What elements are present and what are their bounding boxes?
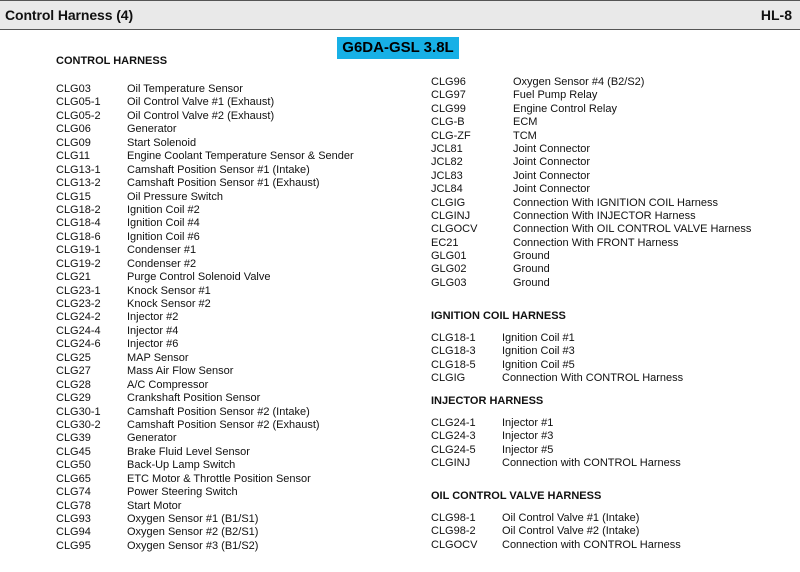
connector-code: CLG96 (431, 76, 466, 88)
connector-description: Camshaft Position Sensor #1 (Intake) (127, 163, 310, 176)
connector-row (56, 204, 416, 217)
connector-description: Ignition Coil #6 (127, 230, 200, 243)
connector-code: GLG02 (431, 263, 467, 276)
connector-row (56, 486, 416, 499)
connector-description: MAP Sensor (127, 351, 189, 364)
connector-row (56, 325, 416, 338)
connector-code: CLG-B (431, 116, 465, 129)
page-header (0, 0, 800, 30)
connector-row (56, 446, 416, 459)
connector-description: Crankshaft Position Sensor (127, 392, 261, 405)
connector-description: ECM (513, 116, 538, 129)
connector-description: Oil Pressure Switch (127, 190, 223, 203)
connector-code: CLG18-6 (56, 230, 101, 243)
connector-description: TCM (513, 129, 537, 142)
connector-row (56, 459, 416, 472)
connector-row (431, 183, 791, 196)
connector-description: Camshaft Position Sensor #1 (Exhaust) (127, 177, 320, 190)
connector-row (431, 359, 791, 372)
injector-harness-section (431, 394, 791, 471)
connector-code: CLG39 (56, 432, 91, 445)
connector-code: CLG13-1 (56, 163, 101, 176)
connector-description: Brake Fluid Level Sensor (127, 445, 250, 458)
connector-code: CLG30-2 (56, 418, 101, 431)
connector-description: Back-Up Lamp Switch (127, 459, 236, 472)
connector-description: Connection With OIL CONTROL VALVE Harness (513, 223, 752, 236)
connector-description: Ignition Coil #3 (502, 345, 575, 358)
connector-code: JCL84 (431, 183, 463, 196)
connector-description: Injector #4 (127, 324, 179, 337)
connector-row (56, 500, 416, 513)
connector-row (431, 539, 791, 552)
connector-code: CLG05-1 (56, 96, 101, 109)
connector-row (431, 345, 791, 358)
connector-row (56, 177, 416, 190)
connector-description: Connection with CONTROL Harness (502, 457, 681, 470)
connector-description: ETC Motor & Throttle Position Sensor (127, 472, 311, 485)
connector-description: Condenser #2 (127, 257, 197, 270)
connector-description: Joint Connector (513, 169, 591, 182)
connector-code: CLG74 (56, 486, 91, 499)
connector-code: CLG95 (56, 539, 91, 552)
connector-description: Ground (513, 250, 550, 263)
connector-description: Joint Connector (513, 183, 591, 196)
connector-code: CLGIG (431, 196, 466, 209)
connector-code: CLGOCV (431, 223, 478, 236)
connector-description: Oxygen Sensor #1 (B1/S1) (127, 513, 259, 525)
connector-row (431, 277, 791, 290)
connector-row (56, 271, 416, 284)
ignition-coil-harness-list (431, 332, 791, 386)
connector-row (56, 311, 416, 324)
connector-row (56, 432, 416, 445)
connector-row (431, 170, 791, 183)
connector-row (56, 298, 416, 311)
connector-code: CLG78 (56, 499, 91, 512)
connector-description: Connection With INJECTOR Harness (513, 209, 696, 222)
connector-row (431, 143, 791, 156)
connector-code: CLG50 (56, 459, 91, 472)
connector-row (431, 223, 791, 236)
connector-row (56, 123, 416, 136)
connector-code: CLG93 (56, 513, 91, 525)
connector-row (56, 419, 416, 432)
connector-row (431, 332, 791, 345)
connector-description: Ignition Coil #1 (502, 332, 575, 344)
connector-row (431, 430, 791, 443)
oil-control-valve-harness-title: OIL CONTROL VALVE HARNESS (431, 490, 602, 502)
connector-code: CLG24-6 (56, 338, 101, 351)
page-number: HL-8 (760, 7, 792, 23)
connector-description: Condenser #1 (127, 244, 197, 257)
connector-row (431, 250, 791, 263)
connector-row (56, 83, 416, 96)
connector-row (431, 130, 791, 143)
connector-code: CLG19-2 (56, 257, 101, 270)
connector-code: CLG24-4 (56, 324, 101, 337)
control-harness-title: CONTROL HARNESS (56, 55, 168, 67)
connector-code: JCL81 (431, 142, 463, 155)
connector-description: Camshaft Position Sensor #2 (Exhaust) (127, 418, 320, 431)
connector-description: Ground (513, 276, 550, 289)
injector-harness-title: INJECTOR HARNESS (431, 395, 544, 407)
connector-row (56, 244, 416, 257)
connector-description: Mass Air Flow Sensor (127, 365, 234, 378)
connector-description: Injector #6 (127, 338, 179, 351)
connector-row (56, 217, 416, 230)
connector-row (56, 258, 416, 271)
connector-row (431, 512, 791, 525)
connector-row (431, 156, 791, 169)
connector-code: CLG30-1 (56, 405, 101, 418)
connector-code: CLG19-1 (56, 244, 101, 257)
connector-row (431, 525, 791, 538)
connector-code: CLG21 (56, 271, 91, 284)
connector-code: CLG23-2 (56, 298, 101, 310)
connector-code: CLG09 (56, 136, 91, 149)
connector-row (431, 457, 791, 470)
connector-description: Oil Control Valve #1 (Exhaust) (127, 96, 275, 109)
connector-description: Oxygen Sensor #4 (B2/S2) (513, 76, 645, 88)
connector-code: CLG18-4 (56, 217, 101, 230)
connector-code: CLG98-2 (431, 525, 476, 538)
injector-harness-list (431, 417, 791, 471)
connector-description: Purge Control Solenoid Valve (127, 271, 271, 284)
connector-code: CLGINJ (431, 209, 471, 222)
connector-description: Start Solenoid (127, 136, 197, 149)
connector-code: CLG94 (56, 526, 91, 539)
connector-row (431, 89, 791, 102)
connector-description: Connection with CONTROL Harness (502, 538, 681, 551)
connector-code: CLG18-1 (431, 332, 476, 344)
connector-row (431, 417, 791, 430)
connector-code: CLG65 (56, 472, 91, 485)
connector-row (56, 406, 416, 419)
connector-code: CLG18-2 (56, 203, 101, 216)
connector-description: Fuel Pump Relay (513, 89, 598, 102)
connector-row (56, 231, 416, 244)
connector-row (56, 150, 416, 163)
connector-description: Oil Control Valve #2 (Exhaust) (127, 109, 275, 122)
connector-row (431, 103, 791, 116)
connector-row (56, 473, 416, 486)
connector-code: CLG18-3 (431, 345, 476, 358)
connector-description: Ground (513, 263, 550, 276)
connector-code: GLG01 (431, 250, 467, 263)
page-title: Control Harness (4) (5, 7, 134, 23)
connector-code: CLG98-1 (431, 512, 476, 524)
connector-row (56, 352, 416, 365)
connector-description: Oxygen Sensor #3 (B1/S2) (127, 539, 259, 552)
connector-row (56, 137, 416, 150)
connector-code: CLG06 (56, 123, 91, 136)
connector-description: Power Steering Switch (127, 486, 238, 499)
connector-code: CLG13-2 (56, 177, 101, 190)
connector-code: CLG25 (56, 351, 91, 364)
oil-control-valve-harness-list (431, 512, 791, 552)
connector-code: JCL82 (431, 156, 463, 169)
connector-description: Ignition Coil #4 (127, 217, 200, 230)
connector-code: CLG24-1 (431, 417, 476, 429)
connector-row (56, 96, 416, 109)
connector-description: Oil Temperature Sensor (127, 83, 243, 95)
connector-code: CLGOCV (431, 538, 478, 551)
connector-description: Injector #2 (127, 311, 179, 324)
control-harness-right-column (431, 76, 791, 290)
connector-code: CLG27 (56, 365, 91, 378)
connector-description: Engine Coolant Temperature Sensor & Sender (127, 150, 354, 163)
connector-row (431, 444, 791, 457)
connector-code: CLG24-3 (431, 430, 476, 443)
connector-description: Injector #5 (502, 443, 554, 456)
connector-row (431, 372, 791, 385)
connector-code: GLG03 (431, 276, 467, 289)
connector-code: CLG05-2 (56, 109, 101, 122)
connector-code: CLG24-5 (431, 443, 476, 456)
connector-row (56, 392, 416, 405)
oil-control-valve-harness-section (431, 489, 791, 552)
connector-row (56, 365, 416, 378)
connector-description: Start Motor (127, 499, 182, 512)
connector-code: CLG99 (431, 102, 466, 115)
connector-row (431, 210, 791, 223)
connector-code: CLG03 (56, 83, 91, 95)
connector-description: Generator (127, 123, 177, 136)
connector-description: Oxygen Sensor #2 (B2/S1) (127, 526, 259, 539)
connector-description: Generator (127, 432, 177, 445)
connector-code: EC21 (431, 236, 459, 249)
connector-code: CLG15 (56, 190, 91, 203)
connector-description: Injector #1 (502, 417, 554, 429)
connector-row (56, 526, 416, 539)
connector-code: JCL83 (431, 169, 463, 182)
connector-description: Knock Sensor #2 (127, 298, 211, 310)
connector-row (431, 116, 791, 129)
engine-badge: G6DA-GSL 3.8L (337, 37, 459, 59)
connector-code: CLG24-2 (56, 311, 101, 324)
connector-code: CLG23-1 (56, 284, 101, 297)
connector-row (431, 197, 791, 210)
connector-description: Connection With CONTROL Harness (502, 372, 684, 385)
ignition-coil-harness-section (431, 309, 791, 386)
connector-description: Joint Connector (513, 142, 591, 155)
ignition-coil-harness-title: IGNITION COIL HARNESS (431, 310, 566, 322)
connector-row (431, 263, 791, 276)
control-harness-list-left (56, 83, 416, 553)
connector-description: Oil Control Valve #2 (Intake) (502, 525, 640, 538)
connector-code: CLG29 (56, 392, 91, 405)
connector-description: Oil Control Valve #1 (Intake) (502, 512, 640, 524)
connector-code: CLG-ZF (431, 129, 471, 142)
connector-row (56, 164, 416, 177)
connector-row (56, 338, 416, 351)
connector-row (56, 110, 416, 123)
connector-description: Knock Sensor #1 (127, 284, 211, 297)
connector-description: Ignition Coil #2 (127, 203, 200, 216)
connector-code: CLGIG (431, 372, 466, 385)
connector-description: Ignition Coil #5 (502, 358, 575, 371)
control-harness-left-column (56, 54, 416, 553)
connector-code: CLG97 (431, 89, 466, 102)
connector-description: Joint Connector (513, 156, 591, 169)
connector-row (56, 513, 416, 526)
connector-code: CLG18-5 (431, 358, 476, 371)
connector-code: CLG28 (56, 378, 91, 391)
connector-description: Engine Control Relay (513, 102, 617, 115)
connector-description: A/C Compressor (127, 378, 209, 391)
connector-row (56, 540, 416, 553)
connector-description: Injector #3 (502, 430, 554, 443)
connector-description: Camshaft Position Sensor #2 (Intake) (127, 405, 310, 418)
connector-row (431, 76, 791, 89)
connector-row (431, 237, 791, 250)
connector-description: Connection With IGNITION COIL Harness (513, 196, 718, 209)
connector-code: CLGINJ (431, 457, 471, 470)
connector-code: CLG11 (56, 150, 91, 163)
connector-description: Connection With FRONT Harness (513, 236, 679, 249)
control-harness-list-right (431, 76, 791, 290)
connector-row (56, 379, 416, 392)
connector-row (56, 191, 416, 204)
connector-code: CLG45 (56, 445, 91, 458)
connector-row (56, 285, 416, 298)
